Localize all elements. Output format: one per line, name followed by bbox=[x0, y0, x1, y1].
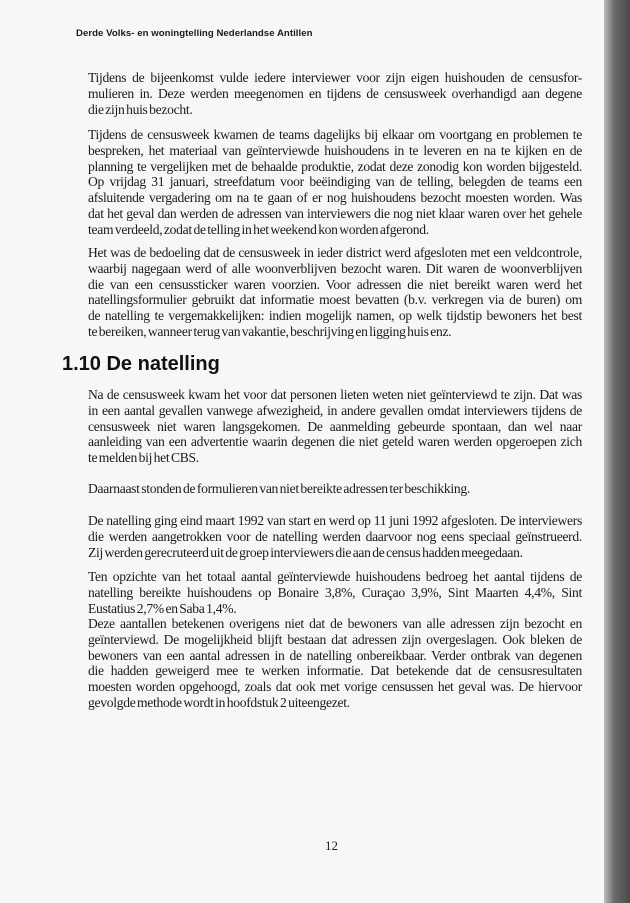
text-line: afsluitende vergadering om na te gaan of er nog huishoudens bezocht moesten worden. Was bbox=[88, 190, 582, 206]
page-edge-shadow bbox=[604, 0, 630, 903]
section-heading: 1.10 De natelling bbox=[62, 353, 220, 375]
text-line: natelling bereikte huishoudens op Bonaire 3,8%, Curaçao 3,9%, Sint Maarten 4,4%, Sint bbox=[88, 584, 582, 600]
text-line: Tijdens de bijeenkomst vulde iedere interviewer voor zijn eigen huishouden de censusfor- bbox=[88, 70, 582, 85]
text-line: die werden aangetrokken voor de natelling werden daarvoor nog eens speciaal geïnstrueerd. bbox=[88, 528, 582, 544]
running-head: Derde Volks- en woningtelling Nederlandse Antillen bbox=[76, 28, 313, 39]
text-line: te bereiken, wanneer terug van vakantie, beschrijving en ligging huis enz. bbox=[88, 323, 452, 339]
text-line: Daarnaast stonden de formulieren van niet bereikte adressen ter beschikking. bbox=[88, 481, 470, 496]
text-line: bespreken, het materiaal van geïnterviewde huishoudens in te leveren en na te kijken en de bbox=[88, 142, 582, 158]
paragraph bbox=[88, 569, 582, 616]
text-line: die van een censussticker waren voorzien. Voor adressen die niet bereikt waren werd het bbox=[88, 276, 582, 292]
text-line: de natelling te vergemakkelijken: indien mogelijk namen, op welk tijdstip bewoners het best bbox=[88, 308, 582, 324]
text-line: waarbij nagegaan werd of alle woonverblijven bezocht waren. Dit waren de woonverblijven bbox=[88, 260, 582, 276]
text-line: Deze aantallen betekenen overigens niet dat de bewoners van alle adressen zijn bezocht en bbox=[88, 616, 582, 631]
text-line: Tijdens de censusweek kwamen de teams dagelijks bij elkaar om voortgang en problemen te bbox=[88, 127, 582, 142]
text-line: in een aantal gevallen vanwege afwezigheid, in andere gevallen omdat interviewers tijdens de bbox=[88, 402, 582, 418]
text-line: censusweek niet waren langsgekomen. De aanmelding gebeurde spontaan, dan wel naar bbox=[88, 418, 582, 434]
text-line: geïnterviewd. De mogelijkheid blijft bestaan dat adressen zijn overgeslagen. Ook bleken de bbox=[88, 631, 582, 647]
paragraph bbox=[88, 481, 582, 497]
text-line: aanleiding van een advertentie waarin degenen die niet geteld waren werden opgeroepen zich bbox=[88, 434, 582, 450]
paragraph bbox=[88, 616, 582, 711]
text-line: Ten opzichte van het totaal aantal geïnterviewde huishoudens bedroeg het aantal tijdens de bbox=[88, 569, 582, 584]
text-line: Het was de bedoeling dat de censusweek in ieder district werd afgesloten met een veldcontrole, bbox=[88, 245, 582, 260]
text-line: dat het geval dan werden de adressen van interviewers die nog niet klaar waren over het gehele bbox=[88, 205, 582, 221]
text-line: Eustatius 2,7% en Saba 1,4%. bbox=[88, 600, 237, 616]
text-line: te melden bij het CBS. bbox=[88, 450, 199, 466]
text-line: planning te vergelijken met de behaalde produktie, zodat deze zonodig kon worden bijgesteld. bbox=[88, 158, 582, 174]
paragraph bbox=[88, 70, 582, 117]
text-line: mulieren in. Deze werden meegenomen en tijdens de censusweek overhandigd aan degene bbox=[88, 85, 582, 101]
paragraph bbox=[88, 387, 582, 466]
text-line: De natelling ging eind maart 1992 van start en werd op 11 juni 1992 afgesloten. De interviewers bbox=[88, 513, 582, 528]
text-line: Na de censusweek kwam het voor dat personen lieten weten niet geïnterviewd te zijn. Dat was bbox=[88, 387, 582, 402]
text-line: die hadden geweigerd mee te werken informatie. Dat betekende dat de censusresultaten bbox=[88, 663, 582, 679]
paragraph bbox=[88, 245, 582, 340]
text-line: team verdeeld, zodat de telling in het weekend kon worden afgerond. bbox=[88, 221, 429, 237]
paragraph bbox=[88, 127, 582, 238]
text-line: Zij werden gerecruteerd uit de groep interviewers die aan de census hadden meegedaan. bbox=[88, 544, 523, 560]
text-line: natellingsformulier gebruikt dat informatie moest bevatten (b.v. verkregen via de buren) om bbox=[88, 292, 582, 308]
text-line: die zijn huis bezocht. bbox=[88, 101, 193, 117]
text-line: Op vrijdag 31 januari, streefdatum voor beëindiging van de telling, belegden de teams een bbox=[88, 174, 582, 190]
page-number: 12 bbox=[325, 838, 338, 853]
paragraph bbox=[88, 513, 582, 560]
text-line: bewoners van een aantal adressen in de natelling onbereikbaar. Verder ontbrak van degenen bbox=[88, 647, 582, 663]
text-line: moesten worden opgehoogd, zoals dat ook met vorige censussen het geval was. De hiervoor bbox=[88, 679, 582, 695]
text-line: gevolgde methode wordt in hoofdstuk 2 uiteengezet. bbox=[88, 694, 350, 710]
